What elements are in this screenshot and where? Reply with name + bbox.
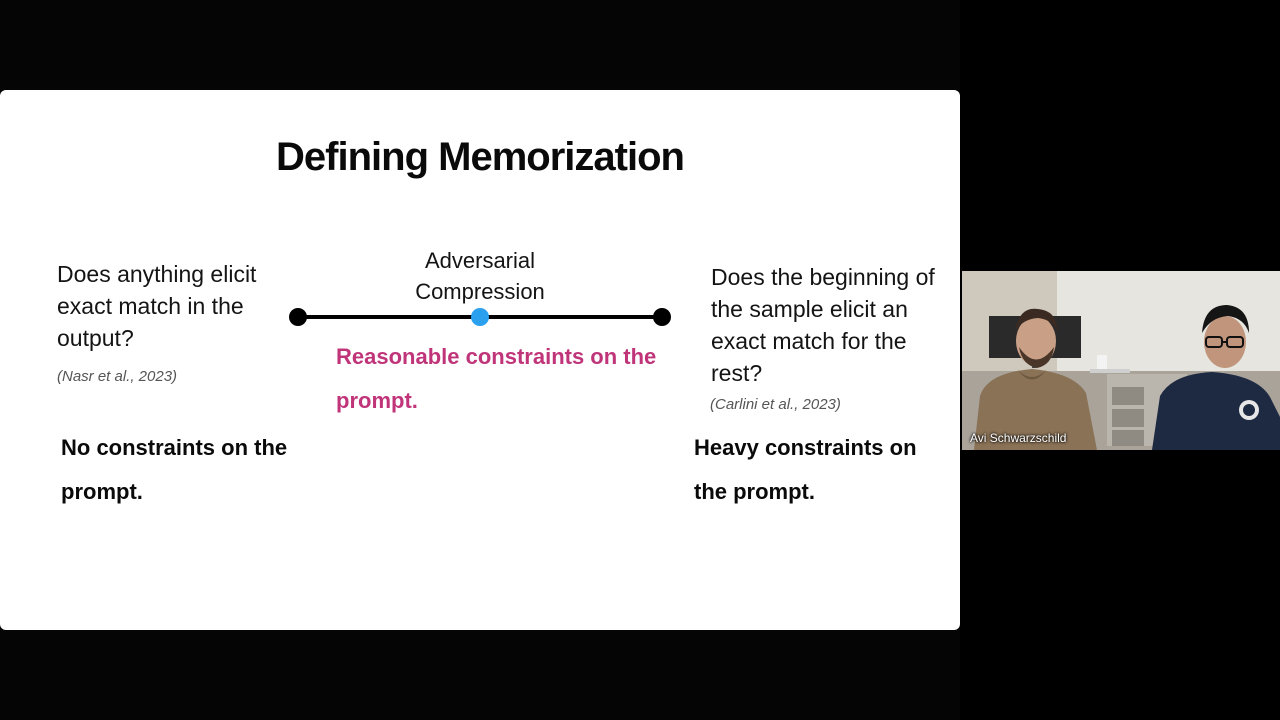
middle-constraint: Reasonable constraints on the prompt. <box>336 344 657 413</box>
right-citation: (Carlini et al., 2023) <box>710 396 841 413</box>
left-question: Does anything elicit exact match in the output? <box>57 261 257 351</box>
right-question: Does the beginning of the sample elicit an exact match for the rest? <box>711 264 935 386</box>
left-constraint: No constraints on the prompt. <box>61 435 288 504</box>
participant-name-label: Avi Schwarzschild <box>970 431 1067 445</box>
participant-video-tile[interactable] <box>962 271 1280 450</box>
video-feed <box>962 271 1280 450</box>
memorization-spectrum <box>288 306 672 328</box>
slide-title: Defining Memorization <box>276 135 684 179</box>
right-endpoint-dot <box>653 308 671 326</box>
right-constraint: Heavy constraints on the prompt. <box>694 435 917 504</box>
left-endpoint-dot <box>289 308 307 326</box>
middle-label: Adversarial Compression <box>415 248 545 304</box>
left-citation: (Nasr et al., 2023) <box>57 368 178 385</box>
middle-marker-dot <box>471 308 489 326</box>
